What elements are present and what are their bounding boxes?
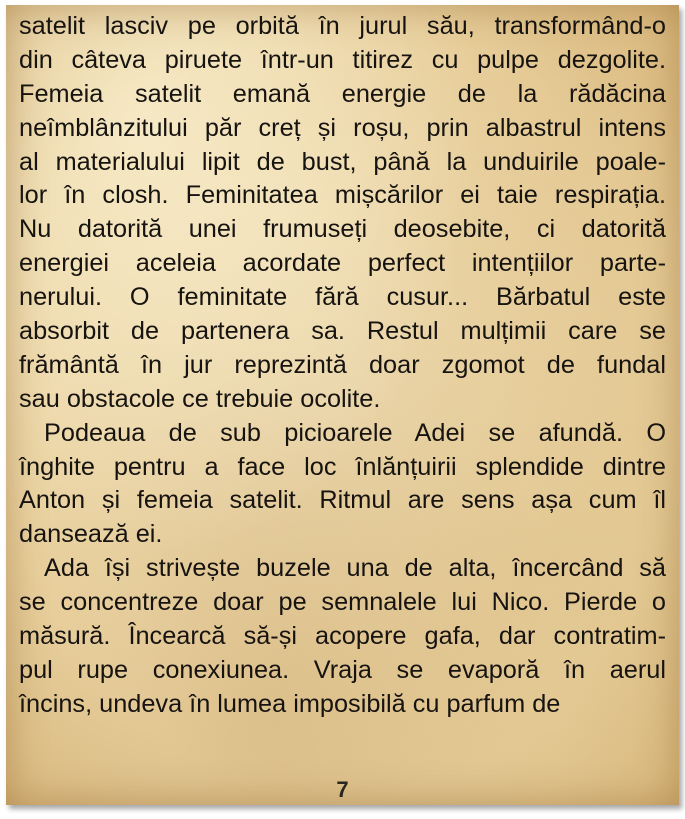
text-line: din câteva piruete într-un titirez cu pulpe dezgolite. (19, 45, 666, 74)
text-line: dansează ei. (19, 520, 163, 549)
text-line: măsură. Încearcă să-și acopere gafa, dar contratim- (19, 622, 666, 651)
text-line: frământă în jur reprezintă doar zgomot de fundal (19, 350, 666, 379)
text-line: lor în closh. Feminitatea mișcărilor ei taie respirația. (19, 181, 666, 210)
text-line: sau obstacole ce trebuie ocolite. (19, 384, 381, 413)
text-line: se concentreze doar pe semnalele lui Nico. Pierde o (19, 588, 666, 617)
text-line: Nu datorită unei frumuseți deosebite, ci datorită (19, 215, 666, 244)
text-line: Anton și femeia satelit. Ritmul are sens așa cum îl (19, 486, 666, 515)
text-line: încins, undeva în lumea imposibilă cu parfum de (19, 689, 561, 718)
page-number: 7 (336, 777, 349, 802)
text-line: energiei aceleia acordate perfect intențiilor parte- (19, 249, 666, 278)
paragraph-start-line: Ada își strivește buzele una de alta, încercând să (44, 554, 666, 583)
text-line: satelit lasciv pe orbită în jurul său, transformând-o (19, 12, 666, 40)
paragraph-start-line: Podeaua de sub picioarele Adei se afundă. O (44, 418, 666, 447)
text-line: neîmblânzitului păr creț și roșu, prin albastrul intens (19, 113, 666, 142)
text-line: al materialului lipit de bust, până la unduirile poale- (19, 147, 666, 176)
text-line: pul rupe conexiunea. Vraja se evaporă în aerul (19, 655, 666, 684)
text-line: nerului. O feminitate fără cusur... Bărbatul este (19, 283, 666, 312)
text-line: Femeia satelit emană energie de la rădăcina (19, 79, 666, 108)
page-text (19, 10, 666, 722)
text-line: absorbit de partenera sa. Restul mulțimii care se (19, 317, 666, 346)
text-line: înghite pentru a face loc înlănțuirii splendide dintre (19, 452, 666, 481)
book-page (6, 5, 679, 805)
